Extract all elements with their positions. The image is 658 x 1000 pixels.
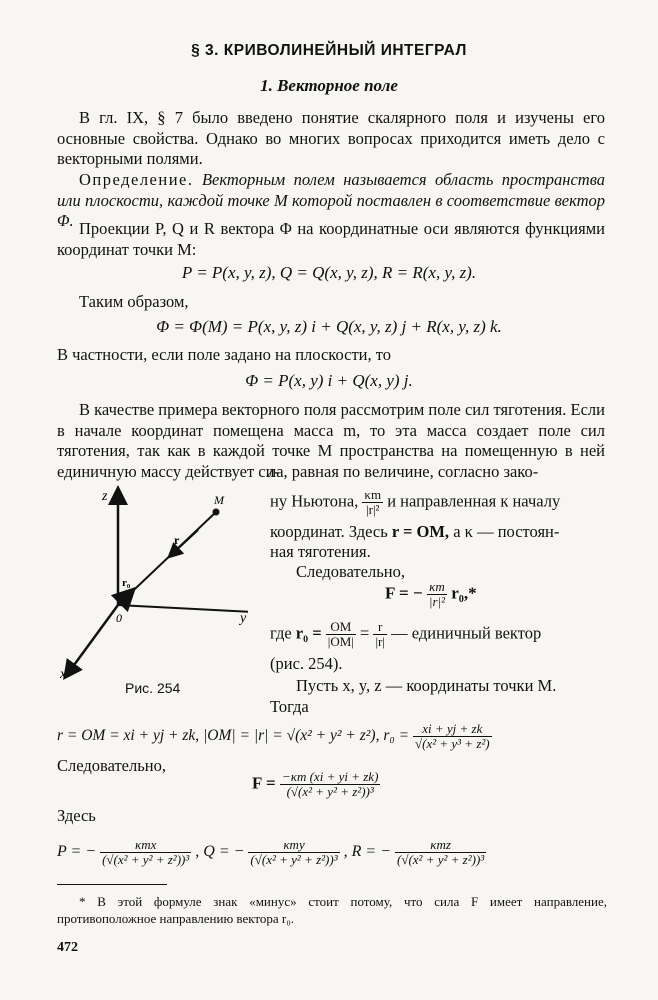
label-y: y (240, 611, 247, 626)
right-line-1: ла, равная по величине, согласно зако- (268, 462, 539, 481)
subsection-title: 1. Векторное поле (260, 76, 398, 95)
footnote-rule (57, 884, 167, 885)
right-line-7: (рис. 254). (270, 654, 343, 673)
section-title: § 3. КРИВОЛИНЕЙНЫЙ ИНТЕГРАЛ (191, 42, 467, 59)
fraction-force: $\frac{-\kappa m (xi + yi + zk)}{\text{(√(x² + y² + z²))³}}$ (281, 769, 379, 799)
fraction-r-comp: $\frac{\text{κmz}}{\text{(√(x² + y² + z²))³}}$ (396, 837, 485, 867)
fraction-om: $\frac{OM}{|OM|}$ (327, 619, 354, 649)
label-x: x (60, 667, 67, 682)
label-r: r (174, 533, 180, 547)
equation-projections: P = P(x, y, z), Q = Q(x, y, z), R = R(x, y, z). (181, 263, 477, 282)
paragraph-gravity: В качестве примера векторного поля рассмотрим поле сил тяготения. Если в начале координат помещена масса m, то эта масса создает поле сил тяготения, так как в каждой точке M пространства на помещенную в ней единичную массу действует си- (57, 400, 605, 481)
definition-word: Определение. (79, 170, 194, 189)
equation-force-2: F = $\frac{-\kappa m (xi + yi + zk)}{\text{(√(x² + y² + z²))³}}$ (252, 769, 379, 799)
figure-caption: Рис. 254 (125, 680, 181, 696)
figure-254 (58, 480, 248, 690)
r0-vector (118, 591, 132, 605)
right-line-2: ну Ньютона, $\frac{\kappa m}{\text{|r|²}}$ и направленная к началу (270, 487, 561, 517)
paragraph-plane: В частности, если поле задано на плоскости, то (57, 345, 391, 364)
equation-components: P = − $\frac{\text{κmx}}{\text{(√(x² + y² + z²))³}}$ , Q = − $\frac{\text{κmy}}{\text{(√(x² + y² + z²))³}}$ , R = − $\frac{\text{κmz}}{\text{(√(x² + y² + z²))³}}$ (57, 837, 485, 867)
equation-radius-vector: r = OM = xi + yj + zk, |OM| = |r| = √(x² + y² + z²), r₀ = $\frac{xi + yj + zk}{\text{√(x² + y³ + z²)}}$ (57, 721, 490, 751)
fraction-km-r2: $\frac{\kappa m}{\text{|r|²}}$ (364, 487, 382, 517)
x-axis (66, 605, 118, 676)
label-r0: r₀ (122, 577, 131, 589)
om-segment (118, 512, 216, 605)
right-line-9: Тогда (270, 697, 309, 716)
paragraph-therefore: Следовательно, (57, 756, 166, 775)
paragraph-here: Здесь (57, 806, 96, 825)
fraction-km-r2-b: $\frac{\kappa m}{\text{|r|²}}$ (428, 579, 445, 609)
right-line-6: где r₀ = $\frac{OM}{|OM|}$ = $\frac{r}{|r|}$ — единичный вектор (270, 619, 542, 649)
right-line-5: Следовательно, (296, 562, 405, 581)
right-line-4: ная тяготения. (270, 542, 371, 561)
right-line-8: Пусть x, y, z — координаты точки M. (296, 676, 557, 695)
label-m: M (214, 493, 224, 507)
paragraph-thus: Таким образом, (79, 292, 189, 311)
label-z: z (102, 489, 108, 504)
label-origin: 0 (116, 611, 122, 625)
equation-force-1: F = − $\frac{\kappa m}{\text{|r|²}}$ r₀,* (385, 579, 477, 609)
equation-vector-field: Φ = Φ(M) = P(x, y, z) i + Q(x, y, z) j + R(x, y, z) k. (156, 317, 502, 336)
fraction-p: $\frac{\text{κmx}}{\text{(√(x² + y² + z²))³}}$ (102, 837, 190, 867)
fraction-q: $\frac{\text{κmy}}{\text{(√(x² + y² + z²))³}}$ (250, 837, 338, 867)
y-axis (118, 605, 248, 612)
footnote: * В этой формуле знак «минус» стоит потому, что сила F имеет направление, противоположное направлению вектора r₀. (57, 894, 607, 926)
fraction-r: $\frac{r}{|r|}$ (375, 619, 385, 649)
point-m (213, 509, 220, 516)
definition-text: Векторным полем называется область пространства или плоскости, каждой точке M которой поставлен в соответствие вектор Φ. (57, 170, 605, 230)
paragraph-projections: Проекции P, Q и R вектора Φ на координатные оси являются функциями координат точки M: (57, 219, 605, 259)
fraction-r0: $\frac{xi + yj + zk}{\text{√(x² + y³ + z²)}}$ (414, 721, 490, 751)
equation-plane-field: Φ = P(x, y) i + Q(x, y) j. (245, 371, 413, 390)
paragraph-intro: В гл. IX, § 7 было введено понятие скалярного поля и изучены его основные свойства. Однако во многих вопросах приходится иметь дело с векторными полями. (57, 108, 605, 168)
page-number: 472 (57, 940, 78, 955)
right-line-3: координат. Здесь r = OM, а κ — постоян- (270, 522, 560, 541)
